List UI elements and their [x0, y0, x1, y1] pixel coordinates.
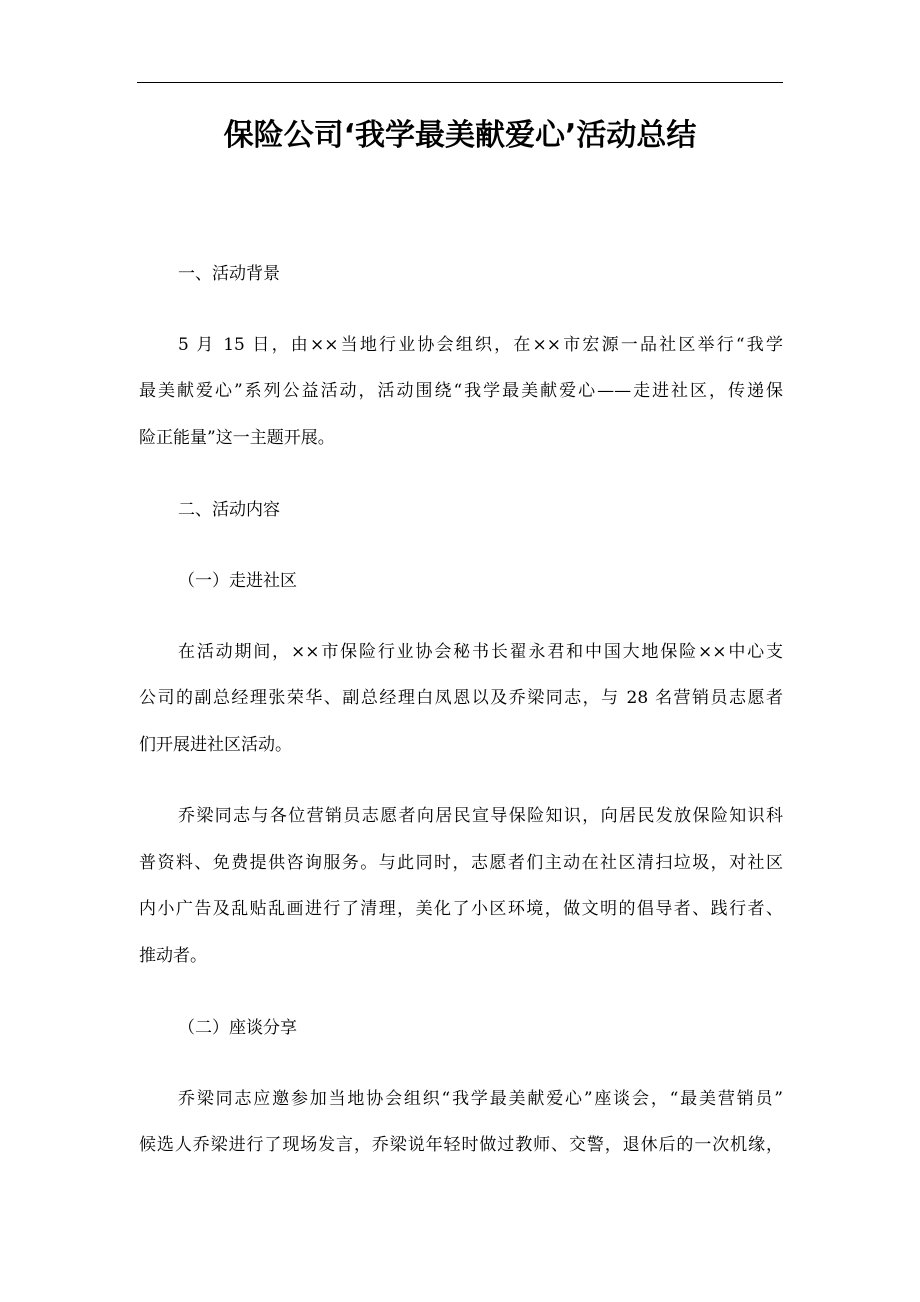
subsection-heading-forum: （二）座谈分享: [178, 1018, 297, 1038]
document-title: 保险公司‘我学最美献爱心’活动总结: [223, 118, 697, 153]
paragraph-line: 5 月 15 日，由××当地行业协会组织，在××市宏源一品社区举行“我学: [178, 335, 783, 355]
header-rule: [137, 82, 783, 83]
paragraph-line: 在活动期间，××市保险行业协会秘书长翟永君和中国大地保险××中心支: [178, 642, 783, 662]
paragraph-line: 最美献爱心”系列公益活动，活动围绕“我学最美献爱心——走进社区，传递保: [139, 381, 783, 401]
paragraph-line: 推动者。: [139, 946, 207, 966]
section-heading-background: 一、活动背景: [178, 264, 280, 284]
paragraph-line: 普资料、免费提供咨询服务。与此同时，志愿者们主动在社区清扫垃圾，对社区: [139, 853, 783, 873]
paragraph-line: 乔梁同志与各位营销员志愿者向居民宣导保险知识，向居民发放保险知识科: [178, 806, 783, 826]
paragraph-line: 内小广告及乱贴乱画进行了清理，美化了小区环境，做文明的倡导者、践行者、: [139, 899, 783, 919]
section-heading-content: 二、活动内容: [178, 500, 280, 520]
paragraph-line: 乔梁同志应邀参加当地协会组织“我学最美献爱心”座谈会，“最美营销员”: [178, 1089, 783, 1109]
subsection-heading-community: （一）走进社区: [178, 571, 297, 591]
paragraph-line: 候选人乔梁进行了现场发言，乔梁说年轻时做过教师、交警，退休后的一次机缘，: [139, 1135, 783, 1155]
paragraph-line: 险正能量”这一主题开展。: [139, 428, 335, 448]
paragraph-line: 公司的副总经理张荣华、副总经理白凤恩以及乔梁同志，与 28 名营销员志愿者: [139, 688, 783, 708]
paragraph-line: 们开展进社区活动。: [139, 735, 292, 755]
